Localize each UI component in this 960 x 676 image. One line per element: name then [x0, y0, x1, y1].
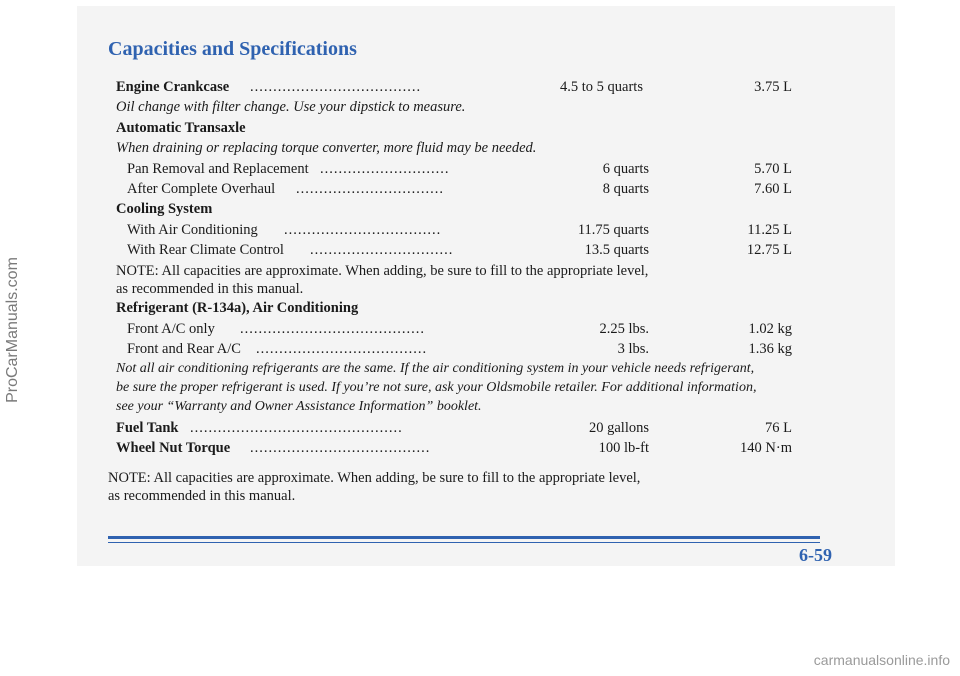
wheel-nut-torque-metric: 140 N·m [740, 440, 792, 456]
pan-removal-label: Pan Removal and Replacement [127, 161, 309, 177]
wheel-nut-torque-label: Wheel Nut Torque [116, 440, 231, 456]
leader-dots: ..................................... [256, 341, 428, 357]
leader-dots: ............................... [310, 242, 454, 258]
overhaul-label: After Complete Overhaul [127, 181, 276, 197]
leader-dots: .............................................. [190, 420, 403, 436]
leader-dots: .................................. [284, 222, 442, 238]
front-ac-qty: 2.25 lbs. [599, 321, 649, 337]
leader-dots: ................................ [296, 181, 444, 197]
rear-climate-qty: 13.5 quarts [584, 242, 649, 258]
front-ac-metric: 1.02 kg [748, 321, 792, 337]
refrigerant-note-line2: be sure the proper refrigerant is used. If you’re not sure, ask your Oldsmobile retailer. For additional information, [116, 380, 757, 395]
leader-dots: ..................................... [250, 79, 422, 95]
engine-crankcase-qty: 4.5 to 5 quarts [560, 79, 643, 95]
page-title: Capacities and Specifications [108, 38, 357, 60]
watermark-text: ProCarManuals.com [4, 257, 21, 403]
capacity-note2-line1: NOTE: All capacities are approximate. When adding, be sure to fill to the appropriate level, [108, 470, 641, 486]
rear-climate-metric: 12.75 L [746, 242, 792, 258]
leader-dots: ........................................ [240, 321, 425, 337]
overhaul-qty: 8 quarts [602, 181, 649, 197]
page-number: 6-59 [799, 545, 832, 565]
front-ac-label: Front A/C only [127, 321, 215, 337]
capacity-note-line2: as recommended in this manual. [116, 281, 304, 297]
front-rear-ac-qty: 3 lbs. [617, 341, 649, 357]
fuel-tank-label: Fuel Tank [116, 420, 179, 436]
refrigerant-note-line3: see your “Warranty and Owner Assistance Information” booklet. [116, 399, 482, 414]
engine-crankcase-label: Engine Crankcase [116, 79, 230, 95]
pan-removal-qty: 6 quarts [602, 161, 649, 177]
site-footer: carmanualsonline.info [813, 652, 950, 668]
rear-climate-label: With Rear Climate Control [127, 242, 284, 258]
watermark [0, 0, 26, 676]
transaxle-label: Automatic Transaxle [116, 120, 246, 136]
wheel-nut-torque-qty: 100 lb-ft [598, 440, 649, 456]
refrigerant-label: Refrigerant (R-134a), Air Conditioning [116, 300, 359, 316]
footer-rule [108, 536, 820, 539]
fuel-tank-qty: 20 gallons [588, 420, 649, 436]
leader-dots: ....................................... [250, 440, 431, 456]
cooling-system-label: Cooling System [116, 201, 213, 217]
air-conditioning-label: With Air Conditioning [127, 222, 258, 238]
air-conditioning-qty: 11.75 quarts [577, 222, 649, 238]
pan-removal-metric: 5.70 L [754, 161, 792, 177]
footer-rule-thin [108, 542, 820, 543]
engine-crankcase-note: Oil change with filter change. Use your dipstick to measure. [116, 99, 466, 115]
leader-dots: ............................ [320, 161, 450, 177]
refrigerant-note-line1: Not all air conditioning refrigerants are the same. If the air conditioning system in your vehicle needs refrigerant, [116, 361, 755, 376]
fuel-tank-metric: 76 L [765, 420, 792, 436]
engine-crankcase-metric: 3.75 L [754, 79, 792, 95]
front-rear-ac-label: Front and Rear A/C [127, 341, 241, 357]
capacity-note2-line2: as recommended in this manual. [108, 488, 296, 504]
capacity-note-line1: NOTE: All capacities are approximate. When adding, be sure to fill to the appropriate level, [116, 263, 649, 279]
front-rear-ac-metric: 1.36 kg [748, 341, 792, 357]
air-conditioning-metric: 11.25 L [747, 222, 792, 238]
overhaul-metric: 7.60 L [754, 181, 792, 197]
transaxle-note: When draining or replacing torque converter, more fluid may be needed. [116, 140, 537, 156]
